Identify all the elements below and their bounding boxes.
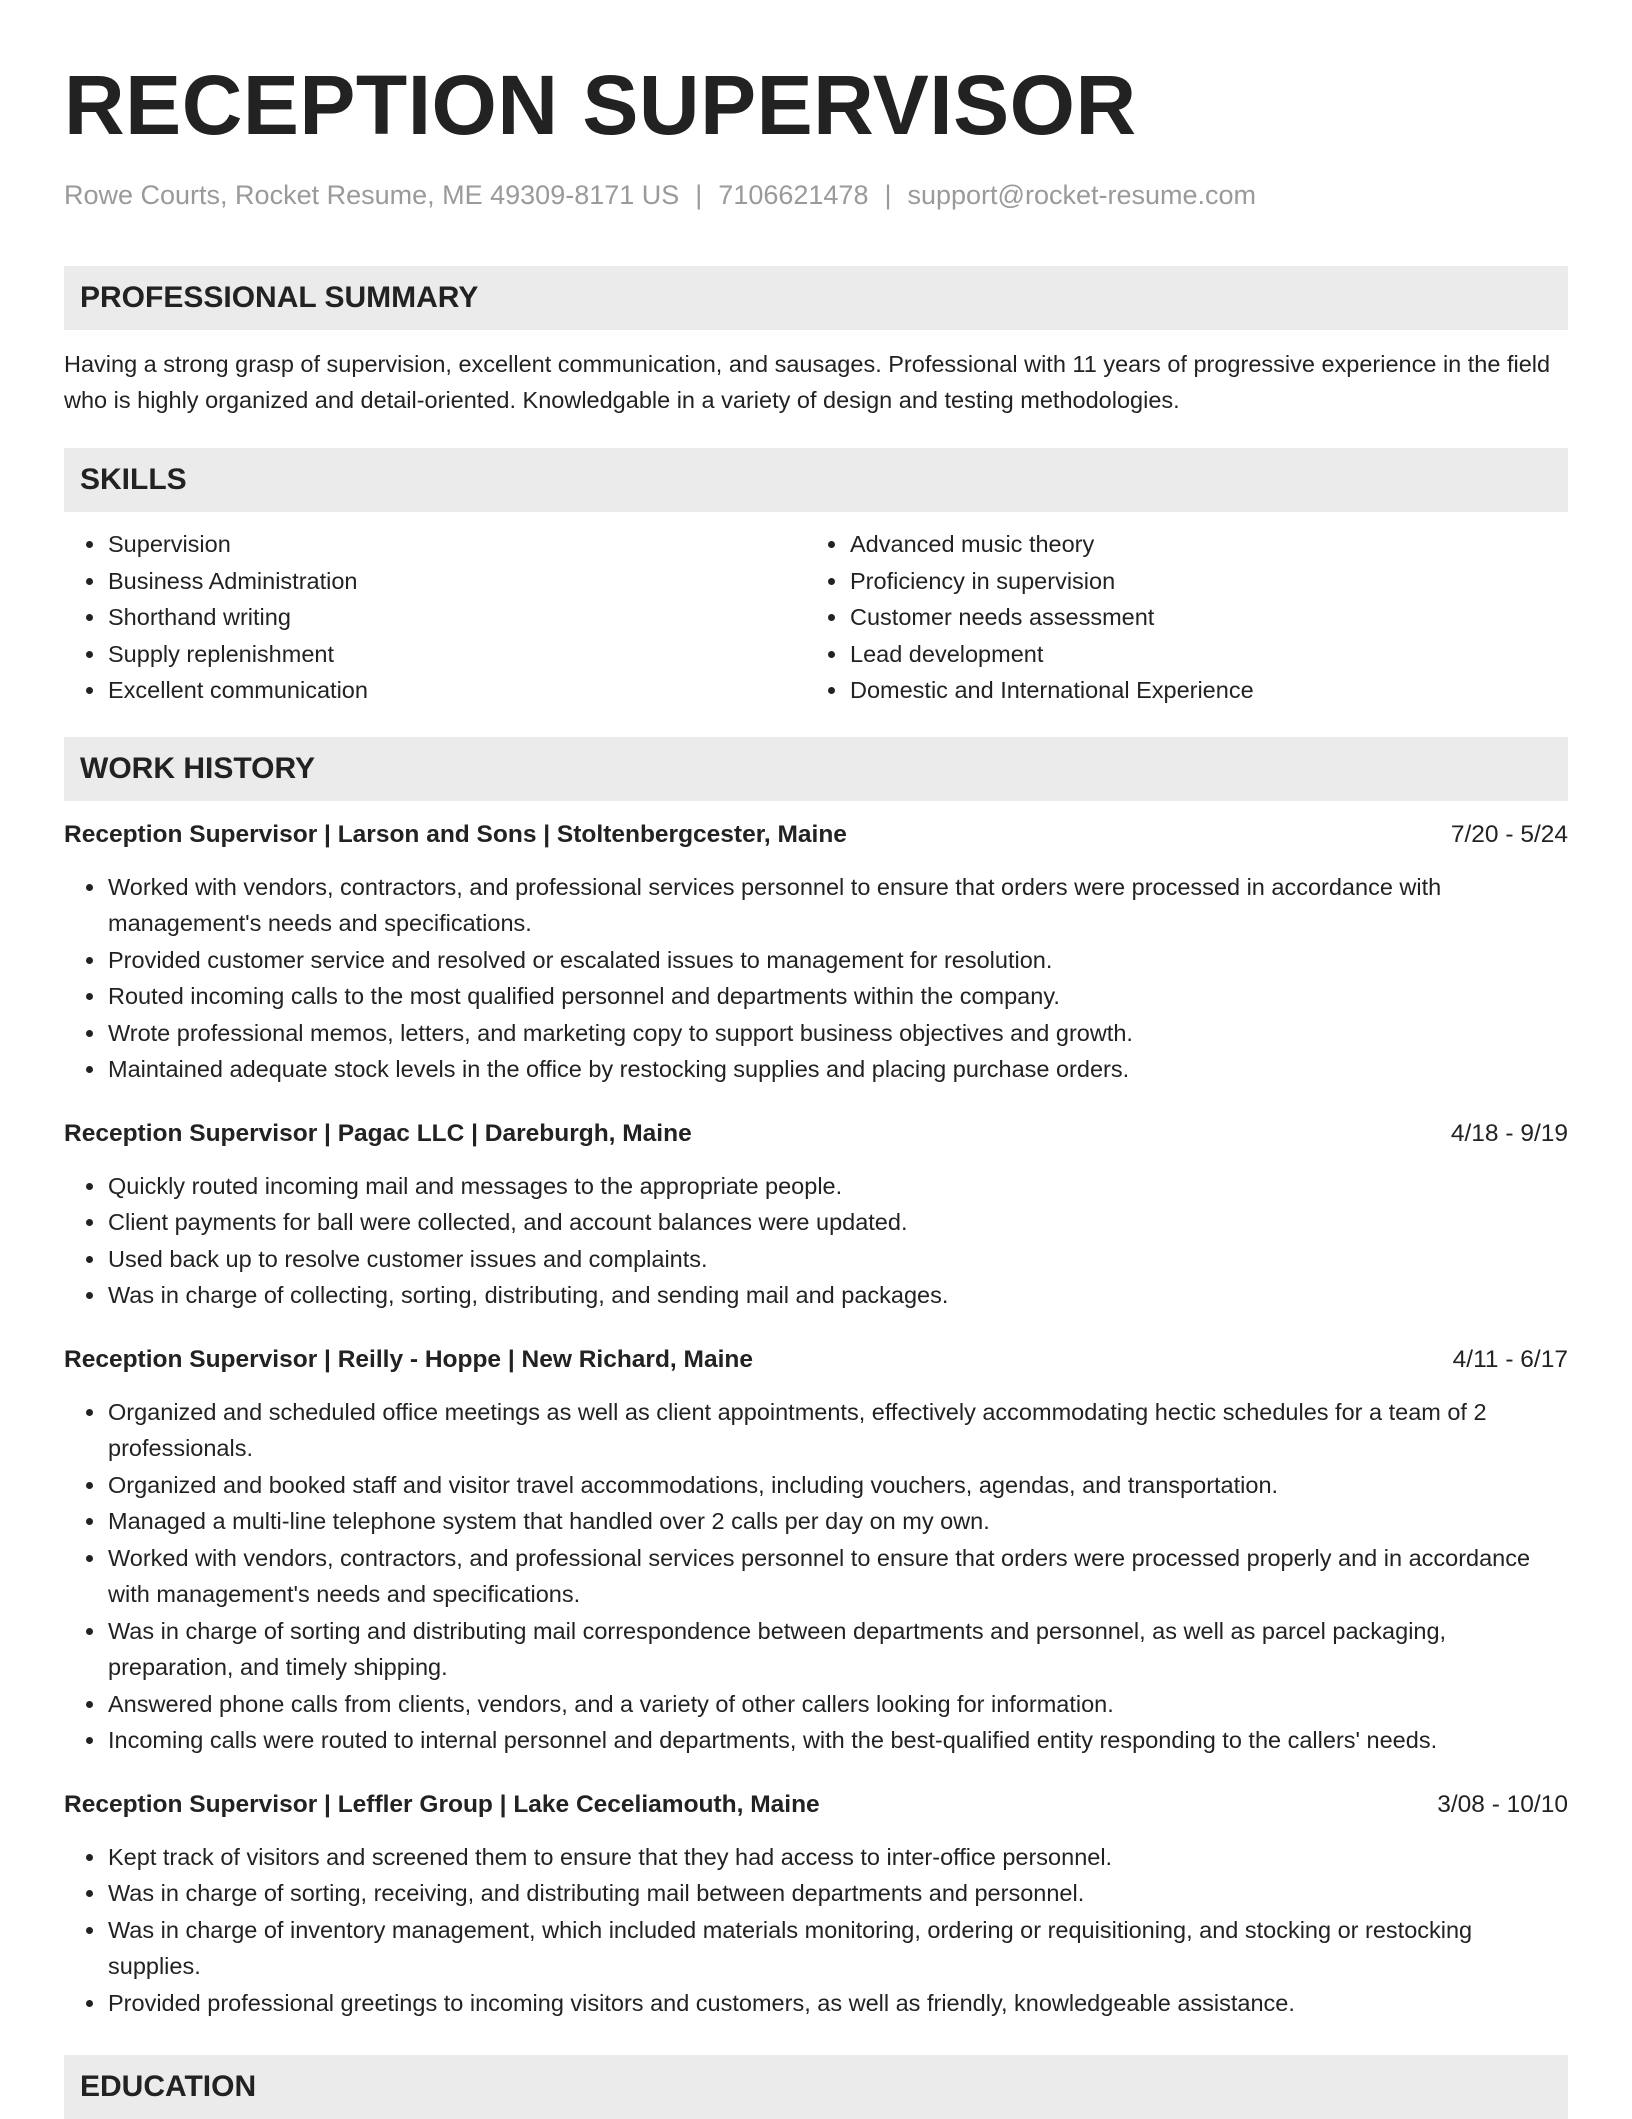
contact-line — [64, 178, 1568, 212]
job-date: 4/18 - 9/19 — [1450, 1119, 1568, 1147]
job-bullet: • Maintained adequate stock levels in the office by restocking supplies and placing purchase orders. — [107, 1051, 1568, 1088]
skills-column-right — [806, 526, 1548, 709]
summary-section-header: PROFESSIONAL SUMMARY — [64, 266, 1568, 330]
skill-item: • Lead development — [849, 636, 1548, 673]
contact-separator: | — [695, 180, 703, 210]
job-entry — [64, 817, 1568, 1088]
skill-item: • Supply replenishment — [107, 636, 806, 673]
work-history-section-header: WORK HISTORY — [64, 737, 1568, 801]
job-header — [64, 817, 1568, 853]
job-title: Reception Supervisor | Pagac LLC | Dareburgh, Maine — [64, 1119, 692, 1147]
job-date: 4/11 - 6/17 — [1452, 1345, 1568, 1373]
job-bullet: • Was in charge of collecting, sorting, distributing, and sending mail and packages. — [107, 1277, 1568, 1314]
skills-column-left — [64, 526, 806, 709]
job-title: Reception Supervisor | Larson and Sons | Stoltenbergcester, Maine — [64, 820, 847, 848]
job-entry — [64, 1787, 1568, 2022]
job-bullet: • Client payments for ball were collected, and account balances were updated. — [107, 1204, 1568, 1241]
skill-item: • Supervision — [107, 526, 806, 563]
contact-address: Rowe Courts, Rocket Resume, ME 49309-8171 US — [64, 180, 680, 210]
job-bullet: • Was in charge of inventory management, which included materials monitoring, ordering or requisitioning, and stocking or restocking supplies. — [107, 1912, 1568, 1985]
skill-item: • Excellent communication — [107, 672, 806, 709]
contact-email: support@rocket-resume.com — [907, 180, 1257, 210]
skill-item: • Shorthand writing — [107, 599, 806, 636]
skill-item: • Customer needs assessment — [849, 599, 1548, 636]
job-bullet: • Provided professional greetings to incoming visitors and customers, as well as friendly, knowledgeable assistance. — [107, 1985, 1568, 2022]
job-bullet: • Incoming calls were routed to internal personnel and departments, with the best-qualified entity responding to the callers' needs. — [107, 1722, 1568, 1759]
job-title: Reception Supervisor | Leffler Group | Lake Ceceliamouth, Maine — [64, 1790, 820, 1818]
job-bullet: • Answered phone calls from clients, vendors, and a variety of other callers looking for information. — [107, 1686, 1568, 1723]
candidate-name: RECEPTION SUPERVISOR — [64, 58, 1137, 152]
job-bullet: • Managed a multi-line telephone system that handled over 2 calls per day on my own. — [107, 1503, 1568, 1540]
skill-item: • Domestic and International Experience — [849, 672, 1548, 709]
skills-section-header: SKILLS — [64, 448, 1568, 512]
job-bullet: • Was in charge of sorting, receiving, and distributing mail between departments and personnel. — [107, 1875, 1568, 1912]
job-date: 3/08 - 10/10 — [1437, 1790, 1568, 1818]
job-header — [64, 1787, 1568, 1823]
job-bullet: • Routed incoming calls to the most qualified personnel and departments within the company. — [107, 978, 1568, 1015]
job-bullet: • Wrote professional memos, letters, and marketing copy to support business objectives and growth. — [107, 1015, 1568, 1052]
resume-page — [64, 0, 1568, 2119]
skill-item: • Proficiency in supervision — [849, 563, 1548, 600]
job-bullets — [64, 1394, 1568, 1759]
skills-list — [64, 526, 1568, 709]
job-bullet: • Kept track of visitors and screened them to ensure that they had access to inter-office personnel. — [107, 1839, 1568, 1876]
job-bullet: • Used back up to resolve customer issues and complaints. — [107, 1241, 1568, 1278]
contact-separator: | — [884, 180, 892, 210]
job-bullet: • Worked with vendors, contractors, and professional services personnel to ensure that orders were processed properly and in accordance with management's needs and specifications. — [107, 1540, 1568, 1613]
job-entry — [64, 1116, 1568, 1314]
job-bullets — [64, 1168, 1568, 1314]
job-date: 7/20 - 5/24 — [1450, 820, 1568, 848]
contact-phone: 7106621478 — [718, 180, 869, 210]
job-header — [64, 1342, 1568, 1378]
job-header — [64, 1116, 1568, 1152]
job-bullets — [64, 869, 1568, 1088]
job-title: Reception Supervisor | Reilly - Hoppe | New Richard, Maine — [64, 1345, 753, 1373]
summary-text: Having a strong grasp of supervision, excellent communication, and sausages. Professional with 11 years of progressive experience in the field who is highly organized and detail-oriented. Knowledgable in a variety of design and testing methodologies. — [64, 351, 1551, 413]
skill-item: • Business Administration — [107, 563, 806, 600]
job-bullets — [64, 1839, 1568, 2022]
job-bullet: • Provided customer service and resolved or escalated issues to management for resolution. — [107, 942, 1568, 979]
job-bullet: • Worked with vendors, contractors, and professional services personnel to ensure that orders were processed in accordance with management's needs and specifications. — [107, 869, 1568, 942]
job-bullet: • Was in charge of sorting and distributing mail correspondence between departments and personnel, as well as parcel packaging, preparation, and timely shipping. — [107, 1613, 1568, 1686]
job-bullet: • Quickly routed incoming mail and messages to the appropriate people. — [107, 1168, 1568, 1205]
job-bullet: • Organized and scheduled office meetings as well as client appointments, effectively accommodating hectic schedules for a team of 2 professionals. — [107, 1394, 1568, 1467]
job-bullet: • Organized and booked staff and visitor travel accommodations, including vouchers, agendas, and transportation. — [107, 1467, 1568, 1504]
skill-item: • Advanced music theory — [849, 526, 1548, 563]
job-entry — [64, 1342, 1568, 1759]
education-section-header: EDUCATION — [64, 2055, 1568, 2119]
